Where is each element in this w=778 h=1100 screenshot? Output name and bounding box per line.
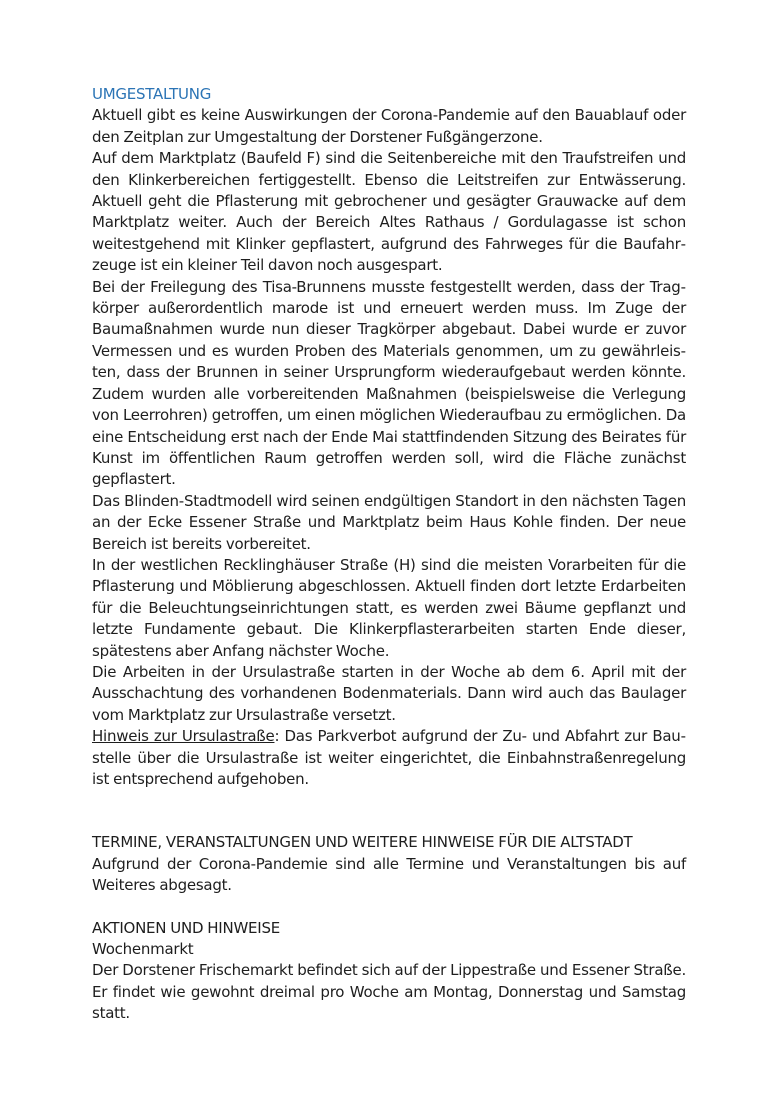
subtitle-wochenmarkt: Wochenmarkt xyxy=(92,940,194,959)
paragraph: In der westlichen Recklinghäuser Straße (H) sind die meisten Vorarbeiten für die Pflasterung und Möblierung abgeschlossen. Aktuell finden dort letzte Erdarbeiten für die Beleuchtungseinrichtungen statt, es werden zwei Bäume gepflanzt und letzte Fundamente gebaut. Die Klinkerpflasterarbeiten starten Ende dieser, spätestens aber Anfang nächster Woche. xyxy=(92,555,686,660)
section-title-aktionen: AKTIONEN UND HINWEISE xyxy=(92,918,280,937)
section-title-umgestaltung: UMGESTALTUNG xyxy=(92,85,212,103)
hint-text: : Das Parkverbot aufgrund der Zu- und Abfahrt zur Baustelle über die Ursulastraße ist weiter eingerichtet, die Einbahnstraßenregelung ist entsprechend aufgehoben. xyxy=(92,727,686,788)
paragraph: Aktuell gibt es keine Auswirkungen der Corona-Pandemie auf den Bauablauf oder den Zeitplan zur Umgestaltung der Dorstener Fußgängerzone. xyxy=(92,106,686,146)
hint-label: Hinweis zur Ursulastraße xyxy=(92,727,275,746)
section-title-termine: TERMINE, VERANSTALTUNGEN UND WEITERE HINWEISE FÜR DIE ALTSTADT xyxy=(92,833,633,852)
hint-paragraph xyxy=(92,726,686,790)
paragraph: Das Blinden-Stadtmodell wird seinen endgültigen Standort in den nächsten Tagen an der Ecke Essener Straße und Marktplatz beim Haus Kohle finden. Der neue Bereich ist bereits vorbereitet. xyxy=(92,491,686,553)
paragraph: Die Arbeiten in der Ursulastraße starten in der Woche ab dem 6. April mit der Ausschachtung des vorhandenen Bodenmaterials. Dann wird auch das Baulager vom Marktplatz zur Ursulastraße versetzt. xyxy=(92,662,686,724)
spacer xyxy=(92,790,686,832)
paragraph: Der Dorstener Frischemarkt befindet sich auf der Lippestraße und Essener Straße. Er findet wie gewohnt dreimal pro Woche am Montag, Donnerstag und Samstag statt. xyxy=(92,961,686,1023)
paragraph: Aufgrund der Corona-Pandemie sind alle Termine und Veranstaltungen bis auf Weiteres abgesagt. xyxy=(92,854,686,895)
paragraph: Auf dem Marktplatz (Baufeld F) sind die Seitenbereiche mit den Traufstreifen und den Klinkerbereichen fertiggestellt. Ebenso die Leitstreifen zur Entwässerung. Aktuell geht die Pflasterung mit gebrochener und gesägter Grauwacke auf dem Marktplatz weiter. Auch der Bereich Altes Rathaus / Gordulagasse ist schon weitestgehend mit Klinker gepflastert, aufgrund des Fahrweges für die Baufahrzeuge ist ein kleiner Teil davon noch ausgespart. xyxy=(92,149,686,275)
spacer xyxy=(92,897,686,918)
document-page xyxy=(92,84,686,1025)
paragraph: Bei der Freilegung des Tisa-Brunnens musste festgestellt werden, dass der Tragkörper außerordentlich marode ist und erneuert werden muss. Im Zuge der Baumaßnahmen wurde nun dieser Tragkörper abgebaut. Dabei wurde er zuvor Vermessen und es wurden Proben des Materials genommen, um zu gewährleisten, dass der Brunnen in seiner Ursprungform wiederaufgebaut werden könnte. Zudem wurden alle vorbereitenden Maßnahmen (beispielsweise die Verlegung von Leerrohren) getroffen, um einen möglichen Wiederaufbau zu ermöglichen. Da eine Entscheidung erst nach der Ende Mai stattfindenden Sitzung des Beirates für Kunst im öffentlichen Raum getroffen werden soll, wird die Fläche zunächst gepflastert. xyxy=(92,277,686,489)
